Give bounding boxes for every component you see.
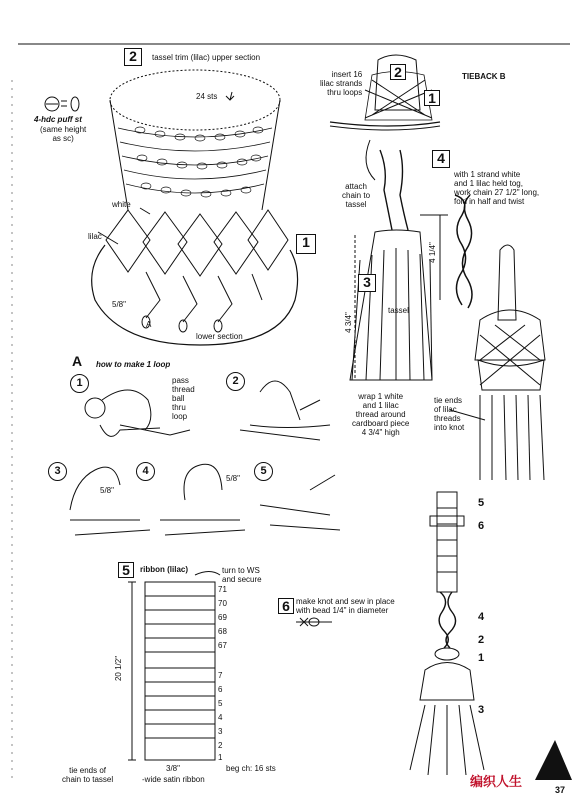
loop-measure-1: 5/8": [100, 486, 114, 495]
legend-puff-sub: (same height as sc): [40, 125, 87, 143]
chain-length: 4 1/4": [427, 242, 437, 263]
row-4: 4: [218, 713, 223, 722]
ribbon-tie-note: tie ends of chain to tassel: [62, 766, 114, 784]
step-1-label: 1: [296, 234, 316, 254]
loop-steps: [70, 381, 340, 535]
chain-note: with 1 strand white and 1 lilac held tog, work chain 27 1/2" long, fold in half and twist: [454, 170, 540, 206]
white-label: white: [112, 200, 131, 209]
row-7: 7: [218, 671, 223, 680]
row-2: 2: [218, 741, 223, 750]
loop-step-1: 1: [70, 374, 89, 393]
step-6-label: 6: [278, 598, 294, 614]
loop-measure-2: 5/8": [226, 474, 240, 483]
tieback-step-2: 2: [390, 64, 406, 80]
assembly-1: 1: [478, 652, 485, 664]
point-a-mark: A: [146, 320, 152, 329]
legend-puff-label: 4-hdc puff st: [34, 115, 82, 124]
ribbon-length: 20 1/2": [114, 655, 124, 682]
row-6: 6: [218, 685, 223, 694]
assembly-4: 4: [478, 611, 485, 623]
pass-note: pass thread ball thru loop: [172, 376, 195, 421]
attach-note: attach chain to tassel: [342, 182, 371, 209]
ribbon-title: ribbon (lilac): [140, 565, 188, 574]
step-5-label: 5: [118, 562, 134, 578]
loop-a-mark: A: [72, 353, 83, 369]
trim-title: tassel trim (lilac) upper section: [152, 53, 261, 62]
row-68: 68: [218, 627, 227, 636]
wrap-note: wrap 1 white and 1 lilac thread around cardboard piece 4 3/4" high: [352, 392, 410, 437]
assembly-3: 3: [478, 704, 485, 716]
loop-step-3: 3: [48, 462, 67, 481]
tie-note: tie ends of lilac threads into knot: [434, 396, 465, 432]
bead-knot-icon: [296, 618, 332, 626]
tieback-title: TIEBACK B: [462, 72, 506, 81]
insert-note: insert 16 lilac strands thru loops: [320, 70, 363, 97]
row-71: 71: [218, 585, 227, 594]
loop-step-5: 5: [254, 462, 273, 481]
tassel-height: 4 3/4": [343, 312, 353, 333]
loop-step-2: 2: [226, 372, 245, 391]
tieback-step-1: 1: [424, 90, 440, 106]
step-2-label: 2: [124, 48, 142, 66]
row-67: 67: [218, 641, 227, 650]
step-3-label: 3: [358, 274, 376, 292]
tassel-label: tassel: [388, 306, 409, 315]
ribbon-width: 3/8": [166, 764, 180, 773]
row-3: 3: [218, 727, 223, 736]
page-number: 37: [555, 785, 566, 795]
step-6-note: make knot and sew in place with bead 1/4" in diameter: [296, 597, 395, 615]
trim-measure: 5/8": [112, 300, 126, 309]
lilac-label: lilac: [88, 232, 102, 241]
corner-arrow-icon: [535, 740, 572, 780]
assembly-5: 5: [478, 497, 485, 509]
watermark-text: 编织人生: [470, 774, 523, 789]
row-70: 70: [218, 599, 227, 608]
loop-title: how to make 1 loop: [96, 360, 171, 369]
sts-count: 24 sts: [196, 92, 218, 101]
row-69: 69: [218, 613, 227, 622]
assembly-2: 2: [478, 634, 485, 646]
row-5: 5: [218, 699, 223, 708]
assembly-diagram: [410, 492, 484, 775]
satin-ribbon: -wide satin ribbon: [142, 775, 205, 784]
lower-section-label: lower section: [196, 332, 243, 341]
row-1: 1: [218, 753, 223, 762]
beg-chain: beg ch: 16 sts: [226, 764, 276, 773]
turn-note: turn to WS and secure: [222, 566, 262, 584]
loop-step-4: 4: [136, 462, 155, 481]
step-4-label: 4: [432, 150, 450, 168]
assembly-6: 6: [478, 520, 485, 532]
